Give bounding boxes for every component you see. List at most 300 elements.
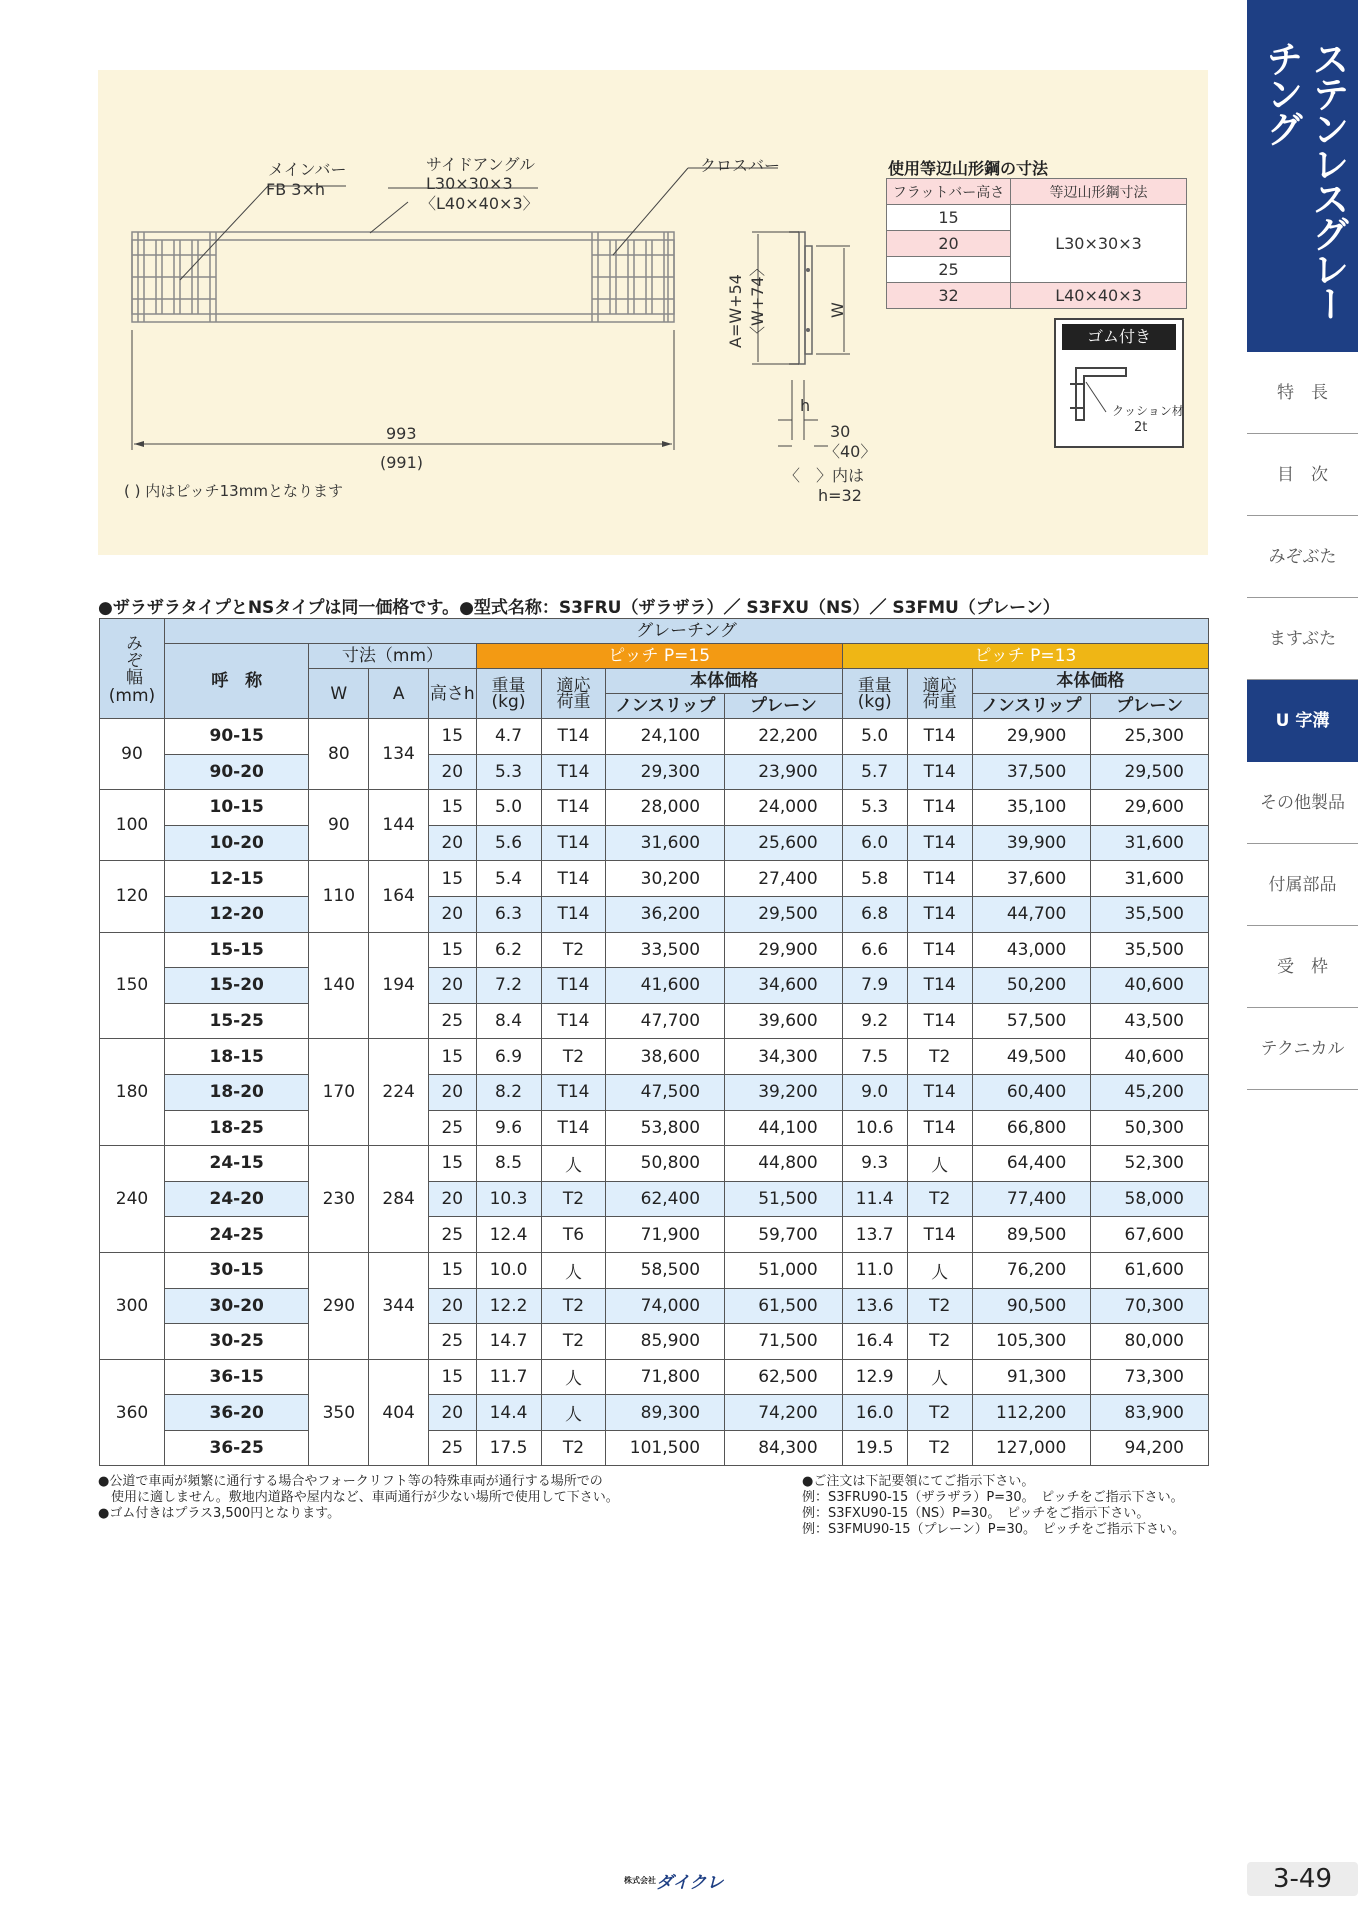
weight-13-header bbox=[842, 669, 907, 719]
load-13-cell: T2 bbox=[907, 1430, 972, 1466]
weight-13-cell: 11.4 bbox=[842, 1181, 907, 1217]
sidebar bbox=[1247, 0, 1358, 1920]
model-cell: 30-20 bbox=[164, 1288, 308, 1324]
height-cell: 15 bbox=[429, 719, 476, 755]
height-header: 高さh bbox=[429, 669, 476, 719]
load-15-cell: T2 bbox=[541, 1430, 606, 1466]
weight-15-cell: 5.0 bbox=[476, 790, 541, 826]
model-cell: 10-20 bbox=[164, 825, 308, 861]
table-row bbox=[100, 932, 1209, 968]
grating-header: グレーチング bbox=[164, 619, 1208, 644]
groove-width-unit: (mm) bbox=[108, 685, 156, 706]
weight-15-cell: 10.0 bbox=[476, 1252, 541, 1288]
length-dimension: 993 bbox=[386, 424, 417, 443]
cushion-label: クッション材 bbox=[1112, 404, 1184, 418]
w-cell: 290 bbox=[309, 1252, 369, 1359]
plain-15-price: 25,600 bbox=[725, 825, 843, 861]
load-13-cell: T2 bbox=[907, 1181, 972, 1217]
model-cell: 24-15 bbox=[164, 1146, 308, 1182]
weight-13-cell: 5.3 bbox=[842, 790, 907, 826]
nav-frames[interactable]: 受 枠 bbox=[1247, 926, 1358, 1008]
load-15-cell: T14 bbox=[541, 719, 606, 755]
weight-13-cell: 12.9 bbox=[842, 1359, 907, 1395]
angle-table-header: 等辺山形鋼寸法 bbox=[1011, 179, 1187, 205]
load-13-cell: T14 bbox=[907, 825, 972, 861]
plain-15-price: 84,300 bbox=[725, 1430, 843, 1466]
table-caption: ●ザラザラタイプとNSタイプは同一価格です。●型式名称：S3FRU（ザラザラ）／ S3FXU（NS）／ S3FMU（プレーン） bbox=[98, 598, 1060, 618]
nonslip-13-price: 91,300 bbox=[972, 1359, 1091, 1395]
load-15-cell: T14 bbox=[541, 861, 606, 897]
model-cell: 24-25 bbox=[164, 1217, 308, 1253]
load-13-header bbox=[907, 669, 972, 719]
nonslip-15-price: 31,600 bbox=[606, 825, 725, 861]
table-row bbox=[100, 1110, 1209, 1146]
cushion-thickness: 2t bbox=[1134, 420, 1148, 435]
angle-table-spec: L40×40×3 bbox=[1011, 283, 1187, 309]
plain-13-price: 58,000 bbox=[1091, 1181, 1209, 1217]
height-cell: 20 bbox=[429, 968, 476, 1004]
plain-15-price: 71,500 bbox=[725, 1324, 843, 1360]
load-13-cell: T14 bbox=[907, 896, 972, 932]
company-name: ダイクレ bbox=[656, 1873, 724, 1893]
model-cell: 18-20 bbox=[164, 1074, 308, 1110]
dim-w-label: W bbox=[828, 302, 847, 318]
nonslip-15-price: 89,300 bbox=[606, 1395, 725, 1431]
plain-13-price: 83,900 bbox=[1091, 1395, 1209, 1431]
plain-13-price: 35,500 bbox=[1091, 932, 1209, 968]
plain-13-price: 31,600 bbox=[1091, 825, 1209, 861]
height-cell: 15 bbox=[429, 1146, 476, 1182]
note-right: 例：S3FRU90-15（ザラザラ）P=30。 ピッチをご指示下さい。 bbox=[802, 1490, 1184, 1505]
load-13-cell: T2 bbox=[907, 1039, 972, 1075]
height-cell: 25 bbox=[429, 1003, 476, 1039]
model-cell: 36-25 bbox=[164, 1430, 308, 1466]
angle-table-title: 使用等辺山形鋼の寸法 bbox=[888, 159, 1049, 178]
load-13-cell: T2 bbox=[907, 1324, 972, 1360]
table-row bbox=[100, 1359, 1209, 1395]
model-cell: 24-20 bbox=[164, 1181, 308, 1217]
plain-15-price: 29,900 bbox=[725, 932, 843, 968]
a-cell: 404 bbox=[369, 1359, 429, 1466]
table-row bbox=[100, 719, 1209, 755]
note-right: ●ご注文は下記要領にてご指示下さい。 bbox=[802, 1474, 1035, 1489]
w-cell: 230 bbox=[309, 1146, 369, 1253]
model-cell: 30-15 bbox=[164, 1252, 308, 1288]
table-row bbox=[100, 825, 1209, 861]
load-15-cell: T14 bbox=[541, 1074, 606, 1110]
model-cell: 90-20 bbox=[164, 754, 308, 790]
nonslip-15-price: 41,600 bbox=[606, 968, 725, 1004]
nav-basin-covers[interactable]: ますぶた bbox=[1247, 598, 1358, 680]
nonslip-13-price: 49,500 bbox=[972, 1039, 1091, 1075]
nonslip-13-price: 77,400 bbox=[972, 1181, 1091, 1217]
plain-15-price: 23,900 bbox=[725, 754, 843, 790]
table-row bbox=[100, 790, 1209, 826]
weight-13-cell: 13.6 bbox=[842, 1288, 907, 1324]
weight-label: 重量 bbox=[491, 675, 526, 696]
load-15-cell: T14 bbox=[541, 754, 606, 790]
weight-15-cell: 5.6 bbox=[476, 825, 541, 861]
load-13-cell: T14 bbox=[907, 1074, 972, 1110]
groove-width-cell: 150 bbox=[100, 932, 165, 1039]
model-cell: 30-25 bbox=[164, 1324, 308, 1360]
load-13-cell: T14 bbox=[907, 790, 972, 826]
nav-gutter-covers[interactable]: みぞぶた bbox=[1247, 516, 1358, 598]
plain-15-price: 62,500 bbox=[725, 1359, 843, 1395]
weight-15-cell: 4.7 bbox=[476, 719, 541, 755]
nonslip-13-price: 76,200 bbox=[972, 1252, 1091, 1288]
nonslip-13-price: 60,400 bbox=[972, 1074, 1091, 1110]
load-15-cell: T14 bbox=[541, 968, 606, 1004]
groove-width-cell: 360 bbox=[100, 1359, 165, 1466]
model-cell: 12-20 bbox=[164, 896, 308, 932]
load-15-cell: T6 bbox=[541, 1217, 606, 1253]
nonslip-15-price: 71,900 bbox=[606, 1217, 725, 1253]
w-cell: 80 bbox=[309, 719, 369, 790]
angle-table-spec: L30×30×3 bbox=[1011, 205, 1187, 283]
nonslip-13-price: 39,900 bbox=[972, 825, 1091, 861]
weight-15-cell: 14.7 bbox=[476, 1324, 541, 1360]
a-cell: 344 bbox=[369, 1252, 429, 1359]
weight-13-cell: 6.6 bbox=[842, 932, 907, 968]
height-cell: 20 bbox=[429, 825, 476, 861]
height-cell: 20 bbox=[429, 1074, 476, 1110]
price-table-body bbox=[100, 719, 1209, 1466]
weight-13-cell: 10.6 bbox=[842, 1110, 907, 1146]
model-cell: 10-15 bbox=[164, 790, 308, 826]
weight-unit: (kg) bbox=[491, 691, 526, 712]
note-left: 使用に適しません。敷地内道路や屋内など、車両通行が少ない場所で使用して下さい。 bbox=[98, 1490, 619, 1505]
rubber-section-drawing bbox=[1056, 320, 1182, 446]
rubber-label: ゴム付き bbox=[1062, 324, 1176, 350]
plain-13-price: 50,300 bbox=[1091, 1110, 1209, 1146]
nonslip-13-price: 37,600 bbox=[972, 861, 1091, 897]
plain-13-price: 94,200 bbox=[1091, 1430, 1209, 1466]
height-cell: 20 bbox=[429, 1288, 476, 1324]
groove-width-label: みぞ幅 bbox=[121, 633, 142, 685]
weight-15-cell: 10.3 bbox=[476, 1181, 541, 1217]
nonslip-13-price: 57,500 bbox=[972, 1003, 1091, 1039]
pitch-13-header: ピッチ P=13 bbox=[842, 644, 1208, 669]
a-header: A bbox=[369, 669, 429, 719]
load-13-cell: T14 bbox=[907, 1217, 972, 1253]
nonslip-15-price: 53,800 bbox=[606, 1110, 725, 1146]
weight-13-cell: 11.0 bbox=[842, 1252, 907, 1288]
groove-width-cell: 240 bbox=[100, 1146, 165, 1253]
load-13-cell: T14 bbox=[907, 1003, 972, 1039]
plain-13-price: 31,600 bbox=[1091, 861, 1209, 897]
w-cell: 90 bbox=[309, 790, 369, 861]
height-cell: 20 bbox=[429, 754, 476, 790]
table-row bbox=[100, 1146, 1209, 1182]
weight-13-cell: 5.7 bbox=[842, 754, 907, 790]
sidebar-title-block bbox=[1247, 0, 1358, 352]
load-13-cell: T14 bbox=[907, 719, 972, 755]
note-left: ●公道で車両が頻繁に通行する場合やフォークリフト等の特殊車両が通行する場所での bbox=[98, 1474, 603, 1489]
side-angle-label: サイドアングル bbox=[426, 155, 535, 174]
nonslip-15-price: 30,200 bbox=[606, 861, 725, 897]
weight-15-cell: 8.4 bbox=[476, 1003, 541, 1039]
drawing-panel bbox=[98, 70, 1208, 555]
pitch-15-header: ピッチ P=15 bbox=[476, 644, 842, 669]
weight-15-cell: 8.2 bbox=[476, 1074, 541, 1110]
a-cell: 144 bbox=[369, 790, 429, 861]
load-15-cell: T14 bbox=[541, 1110, 606, 1146]
table-row bbox=[100, 1181, 1209, 1217]
nonslip-13-price: 43,000 bbox=[972, 932, 1091, 968]
sidebar-title: ステンレスグレーチング bbox=[1260, 40, 1349, 320]
model-cell: 15-20 bbox=[164, 968, 308, 1004]
table-row bbox=[100, 1003, 1209, 1039]
dim-30-label: 30 bbox=[830, 422, 851, 441]
nav-accessories[interactable]: 付属部品 bbox=[1247, 844, 1358, 926]
plain-15-price: 29,500 bbox=[725, 896, 843, 932]
load-13-cell: T2 bbox=[907, 1288, 972, 1324]
height-cell: 15 bbox=[429, 932, 476, 968]
w-cell: 110 bbox=[309, 861, 369, 932]
side-angle-spec: L30×30×3 bbox=[426, 174, 513, 193]
nonslip-15-price: 24,100 bbox=[606, 719, 725, 755]
plain-13-price: 52,300 bbox=[1091, 1146, 1209, 1182]
load-13-cell: T14 bbox=[907, 754, 972, 790]
nonslip-13-price: 37,500 bbox=[972, 754, 1091, 790]
weight-15-cell: 14.4 bbox=[476, 1395, 541, 1431]
weight-15-cell: 17.5 bbox=[476, 1430, 541, 1466]
weight-15-cell: 5.3 bbox=[476, 754, 541, 790]
nav-features[interactable]: 特 長 bbox=[1247, 352, 1358, 434]
weight-15-cell: 5.4 bbox=[476, 861, 541, 897]
angle-table-height: 15 bbox=[887, 205, 1011, 231]
plain-13-price: 73,300 bbox=[1091, 1359, 1209, 1395]
table-row bbox=[100, 1288, 1209, 1324]
plain-13-price: 80,000 bbox=[1091, 1324, 1209, 1360]
nav-u-gutter[interactable]: U 字溝 bbox=[1247, 680, 1358, 762]
plain-13-price: 61,600 bbox=[1091, 1252, 1209, 1288]
nonslip-13-price: 50,200 bbox=[972, 968, 1091, 1004]
nonslip-15-price: 85,900 bbox=[606, 1324, 725, 1360]
weight-13-cell: 19.5 bbox=[842, 1430, 907, 1466]
rubber-detail bbox=[1054, 318, 1184, 448]
plain-13-price: 45,200 bbox=[1091, 1074, 1209, 1110]
pitch-note: ( ) 内はピッチ13mmとなります bbox=[124, 482, 343, 500]
load-15-cell: T2 bbox=[541, 1324, 606, 1360]
weight-15-cell: 9.6 bbox=[476, 1110, 541, 1146]
angle-table-height: 32 bbox=[887, 283, 1011, 309]
plain-15-price: 34,300 bbox=[725, 1039, 843, 1075]
load-13-cell: T2 bbox=[907, 1395, 972, 1431]
plain-15-price: 44,100 bbox=[725, 1110, 843, 1146]
main-bar-label: メインバー bbox=[268, 160, 347, 179]
load-15-cell: 人 bbox=[541, 1359, 606, 1395]
plain-15-header: プレーン bbox=[725, 694, 843, 719]
load-15-cell: T14 bbox=[541, 790, 606, 826]
plain-13-price: 43,500 bbox=[1091, 1003, 1209, 1039]
load-15-cell: T2 bbox=[541, 1181, 606, 1217]
weight-13-cell: 9.3 bbox=[842, 1146, 907, 1182]
nonslip-13-price: 44,700 bbox=[972, 896, 1091, 932]
weight-15-cell: 6.2 bbox=[476, 932, 541, 968]
nonslip-15-price: 62,400 bbox=[606, 1181, 725, 1217]
nonslip-13-price: 105,300 bbox=[972, 1324, 1091, 1360]
load-15-cell: T14 bbox=[541, 896, 606, 932]
note-right: 例：S3FMU90-15（プレーン）P=30。 ピッチをご指示下さい。 bbox=[802, 1522, 1185, 1537]
table-row bbox=[100, 1217, 1209, 1253]
plain-13-header: プレーン bbox=[1091, 694, 1209, 719]
load-label2: 荷重 bbox=[922, 691, 957, 712]
weight-15-cell: 8.5 bbox=[476, 1146, 541, 1182]
model-cell: 12-15 bbox=[164, 861, 308, 897]
load-15-cell: 人 bbox=[541, 1146, 606, 1182]
angle-table-height: 25 bbox=[887, 257, 1011, 283]
height-cell: 20 bbox=[429, 896, 476, 932]
plain-13-price: 29,500 bbox=[1091, 754, 1209, 790]
dimensions-header: 寸法（mm） bbox=[309, 644, 476, 669]
model-name-header: 呼 称 bbox=[164, 644, 308, 719]
plain-13-price: 40,600 bbox=[1091, 968, 1209, 1004]
table-row bbox=[100, 1324, 1209, 1360]
weight-15-cell: 7.2 bbox=[476, 968, 541, 1004]
model-cell: 36-15 bbox=[164, 1359, 308, 1395]
height-cell: 15 bbox=[429, 861, 476, 897]
load-label2: 荷重 bbox=[556, 691, 591, 712]
w-cell: 350 bbox=[309, 1359, 369, 1466]
load-13-cell: T14 bbox=[907, 932, 972, 968]
load-15-cell: T2 bbox=[541, 1288, 606, 1324]
table-row bbox=[100, 1252, 1209, 1288]
nonslip-15-price: 101,500 bbox=[606, 1430, 725, 1466]
load-13-cell: 人 bbox=[907, 1252, 972, 1288]
height-cell: 15 bbox=[429, 1039, 476, 1075]
dim-a-alt-label: 〈W+74〉 bbox=[748, 260, 767, 342]
dim-40-label: 〈40〉 bbox=[824, 442, 877, 461]
weight-13-cell: 6.0 bbox=[842, 825, 907, 861]
plain-15-price: 24,000 bbox=[725, 790, 843, 826]
w-cell: 140 bbox=[309, 932, 369, 1039]
load-15-cell: 人 bbox=[541, 1395, 606, 1431]
load-15-cell: T2 bbox=[541, 932, 606, 968]
nav-other-products[interactable]: その他製品 bbox=[1247, 762, 1358, 844]
groove-width-header bbox=[100, 619, 165, 719]
plain-13-price: 67,600 bbox=[1091, 1217, 1209, 1253]
nonslip-15-price: 38,600 bbox=[606, 1039, 725, 1075]
height-cell: 20 bbox=[429, 1181, 476, 1217]
groove-width-cell: 300 bbox=[100, 1252, 165, 1359]
plain-13-price: 25,300 bbox=[1091, 719, 1209, 755]
weight-15-cell: 12.4 bbox=[476, 1217, 541, 1253]
table-row bbox=[100, 754, 1209, 790]
plain-15-price: 74,200 bbox=[725, 1395, 843, 1431]
model-cell: 15-15 bbox=[164, 932, 308, 968]
plain-15-price: 51,500 bbox=[725, 1181, 843, 1217]
weight-13-cell: 7.5 bbox=[842, 1039, 907, 1075]
plain-13-price: 35,500 bbox=[1091, 896, 1209, 932]
a-cell: 134 bbox=[369, 719, 429, 790]
height-cell: 25 bbox=[429, 1430, 476, 1466]
nav-contents[interactable]: 目 次 bbox=[1247, 434, 1358, 516]
plain-15-price: 44,800 bbox=[725, 1146, 843, 1182]
weight-13-cell: 9.0 bbox=[842, 1074, 907, 1110]
load-13-cell: 人 bbox=[907, 1146, 972, 1182]
load-13-cell: T14 bbox=[907, 1110, 972, 1146]
weight-15-cell: 6.9 bbox=[476, 1039, 541, 1075]
plain-15-price: 61,500 bbox=[725, 1288, 843, 1324]
model-cell: 90-15 bbox=[164, 719, 308, 755]
plain-15-price: 22,200 bbox=[725, 719, 843, 755]
nonslip-13-price: 35,100 bbox=[972, 790, 1091, 826]
load-15-cell: T14 bbox=[541, 825, 606, 861]
price-table bbox=[99, 618, 1209, 1466]
weight-13-cell: 7.9 bbox=[842, 968, 907, 1004]
nonslip-13-price: 89,500 bbox=[972, 1217, 1091, 1253]
nonslip-15-header: ノンスリップ bbox=[606, 694, 725, 719]
weight-15-cell: 12.2 bbox=[476, 1288, 541, 1324]
load-label: 適応 bbox=[922, 675, 957, 696]
nonslip-15-price: 47,700 bbox=[606, 1003, 725, 1039]
load-13-cell: T14 bbox=[907, 861, 972, 897]
height-cell: 25 bbox=[429, 1324, 476, 1360]
price-13-header: 本体価格 bbox=[972, 669, 1208, 694]
price-15-header: 本体価格 bbox=[606, 669, 842, 694]
weight-13-cell: 16.0 bbox=[842, 1395, 907, 1431]
plain-15-price: 59,700 bbox=[725, 1217, 843, 1253]
table-row bbox=[100, 896, 1209, 932]
weight-13-cell: 5.0 bbox=[842, 719, 907, 755]
nonslip-15-price: 28,000 bbox=[606, 790, 725, 826]
table-row bbox=[100, 861, 1209, 897]
load-13-cell: 人 bbox=[907, 1359, 972, 1395]
model-cell: 36-20 bbox=[164, 1395, 308, 1431]
nonslip-15-price: 58,500 bbox=[606, 1252, 725, 1288]
nonslip-15-price: 36,200 bbox=[606, 896, 725, 932]
dim-h-label: h bbox=[800, 396, 811, 415]
main-bar-spec: FB 3×h bbox=[266, 180, 325, 199]
weight-13-cell: 5.8 bbox=[842, 861, 907, 897]
nonslip-15-price: 47,500 bbox=[606, 1074, 725, 1110]
load-13-cell: T14 bbox=[907, 968, 972, 1004]
nonslip-15-price: 74,000 bbox=[606, 1288, 725, 1324]
a-cell: 164 bbox=[369, 861, 429, 932]
groove-width-cell: 90 bbox=[100, 719, 165, 790]
cross-bar-label: クロスバー bbox=[700, 156, 781, 175]
height-cell: 25 bbox=[429, 1217, 476, 1253]
h32-note: h=32 bbox=[818, 486, 862, 505]
weight-13-cell: 13.7 bbox=[842, 1217, 907, 1253]
angle-table-header: フラットバー高さ bbox=[887, 179, 1011, 205]
nonslip-15-price: 33,500 bbox=[606, 932, 725, 968]
nav-technical[interactable]: テクニカル bbox=[1247, 1008, 1358, 1090]
plain-15-price: 27,400 bbox=[725, 861, 843, 897]
note-left: ●ゴム付きはプラス3,500円となります。 bbox=[98, 1506, 341, 1521]
a-cell: 284 bbox=[369, 1146, 429, 1253]
load-15-header bbox=[541, 669, 606, 719]
nonslip-15-price: 71,800 bbox=[606, 1359, 725, 1395]
w-cell: 170 bbox=[309, 1039, 369, 1146]
plain-13-price: 70,300 bbox=[1091, 1288, 1209, 1324]
load-15-cell: 人 bbox=[541, 1252, 606, 1288]
plain-15-price: 39,200 bbox=[725, 1074, 843, 1110]
bracket-note: 〈 〉内は bbox=[784, 466, 865, 485]
nonslip-13-price: 112,200 bbox=[972, 1395, 1091, 1431]
height-cell: 15 bbox=[429, 790, 476, 826]
table-row bbox=[100, 1074, 1209, 1110]
plain-13-price: 29,600 bbox=[1091, 790, 1209, 826]
nonslip-13-price: 66,800 bbox=[972, 1110, 1091, 1146]
table-row bbox=[100, 1039, 1209, 1075]
plain-15-price: 39,600 bbox=[725, 1003, 843, 1039]
plain-15-price: 51,000 bbox=[725, 1252, 843, 1288]
nonslip-13-price: 90,500 bbox=[972, 1288, 1091, 1324]
nonslip-15-price: 29,300 bbox=[606, 754, 725, 790]
